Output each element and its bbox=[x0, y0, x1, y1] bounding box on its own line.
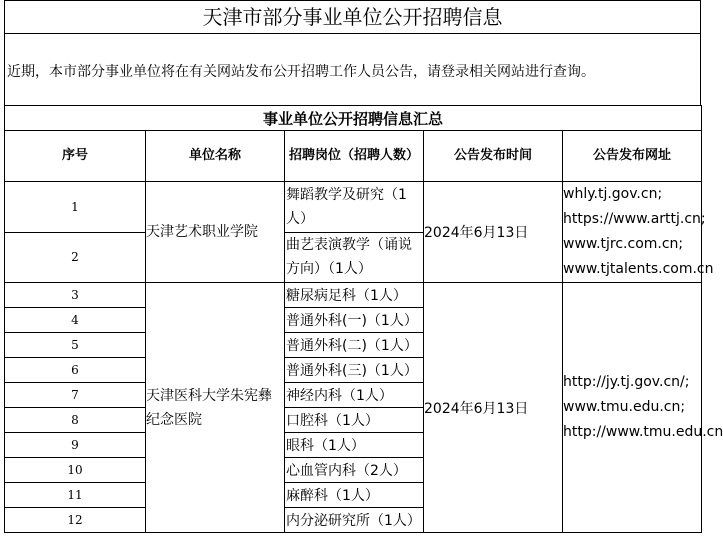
position-cell: 麻醉科（1人） bbox=[285, 483, 424, 508]
site-link[interactable]: https://www.arttj.cn; bbox=[563, 211, 706, 227]
header-index: 序号 bbox=[5, 131, 146, 182]
table-row bbox=[5, 182, 702, 233]
position-cell: 糖尿病足科（1人） bbox=[285, 283, 424, 308]
publish-date: 2024年6月13日 bbox=[424, 283, 563, 533]
site-link[interactable]: www.tjrc.com.cn; bbox=[563, 236, 684, 252]
row-index: 7 bbox=[5, 383, 146, 408]
row-index: 1 bbox=[5, 182, 146, 233]
publish-date: 2024年6月13日 bbox=[424, 182, 563, 283]
position-cell: 内分泌研究所（1人） bbox=[285, 508, 424, 533]
recruitment-table bbox=[4, 105, 723, 533]
row-index: 9 bbox=[5, 433, 146, 458]
site-list bbox=[563, 182, 714, 283]
site-list bbox=[563, 283, 723, 533]
notice-text: 近期，本市部分事业单位将在有关网站发布公开招聘工作人员公告，请登录相关网站进行查询。 bbox=[7, 64, 595, 80]
summary-title: 事业单位公开招聘信息汇总 bbox=[5, 106, 702, 131]
row-index: 5 bbox=[5, 333, 146, 358]
document-frame bbox=[4, 0, 701, 105]
position-cell: 普通外科(二)（1人） bbox=[285, 333, 424, 358]
unit-name: 天津艺术职业学院 bbox=[146, 182, 285, 283]
header-date: 公告发布时间 bbox=[424, 131, 563, 182]
position-cell: 普通外科(一)（1人） bbox=[285, 308, 424, 333]
row-index: 3 bbox=[5, 283, 146, 308]
summary-row bbox=[5, 106, 702, 131]
row-index: 2 bbox=[5, 232, 146, 283]
position-cell: 曲艺表演教学（诵说方向）（1人） bbox=[285, 232, 424, 283]
position-cell: 眼科（1人） bbox=[285, 433, 424, 458]
site-link[interactable]: whly.tj.gov.cn; bbox=[563, 186, 663, 202]
row-index: 10 bbox=[5, 458, 146, 483]
row-index: 11 bbox=[5, 483, 146, 508]
row-index: 8 bbox=[5, 408, 146, 433]
table-row bbox=[5, 283, 702, 308]
header-position: 招聘岗位（招聘人数） bbox=[285, 131, 424, 182]
position-cell: 心血管内科（2人） bbox=[285, 458, 424, 483]
header-unit: 单位名称 bbox=[146, 131, 285, 182]
site-link[interactable]: http://jy.tj.gov.cn/; bbox=[563, 374, 690, 390]
site-link[interactable]: www.tjtalents.com.cn bbox=[563, 261, 714, 277]
row-index: 6 bbox=[5, 358, 146, 383]
position-cell: 口腔科（1人） bbox=[285, 408, 424, 433]
row-index: 4 bbox=[5, 308, 146, 333]
position-cell: 舞蹈教学及研究（1人） bbox=[285, 182, 424, 233]
position-cell: 普通外科(三)（1人） bbox=[285, 358, 424, 383]
page-title: 天津市部分事业单位公开招聘信息 bbox=[4, 0, 701, 33]
site-link[interactable]: www.tmu.edu.cn; bbox=[563, 399, 686, 415]
header-site: 公告发布网址 bbox=[563, 131, 702, 182]
header-row bbox=[5, 131, 702, 182]
position-cell: 神经内科（1人） bbox=[285, 383, 424, 408]
unit-name: 天津医科大学朱宪彝纪念医院 bbox=[146, 283, 285, 533]
row-index: 12 bbox=[5, 508, 146, 533]
notice-paragraph bbox=[4, 33, 701, 105]
site-link[interactable]: http://www.tmu.edu.cn bbox=[563, 424, 723, 440]
